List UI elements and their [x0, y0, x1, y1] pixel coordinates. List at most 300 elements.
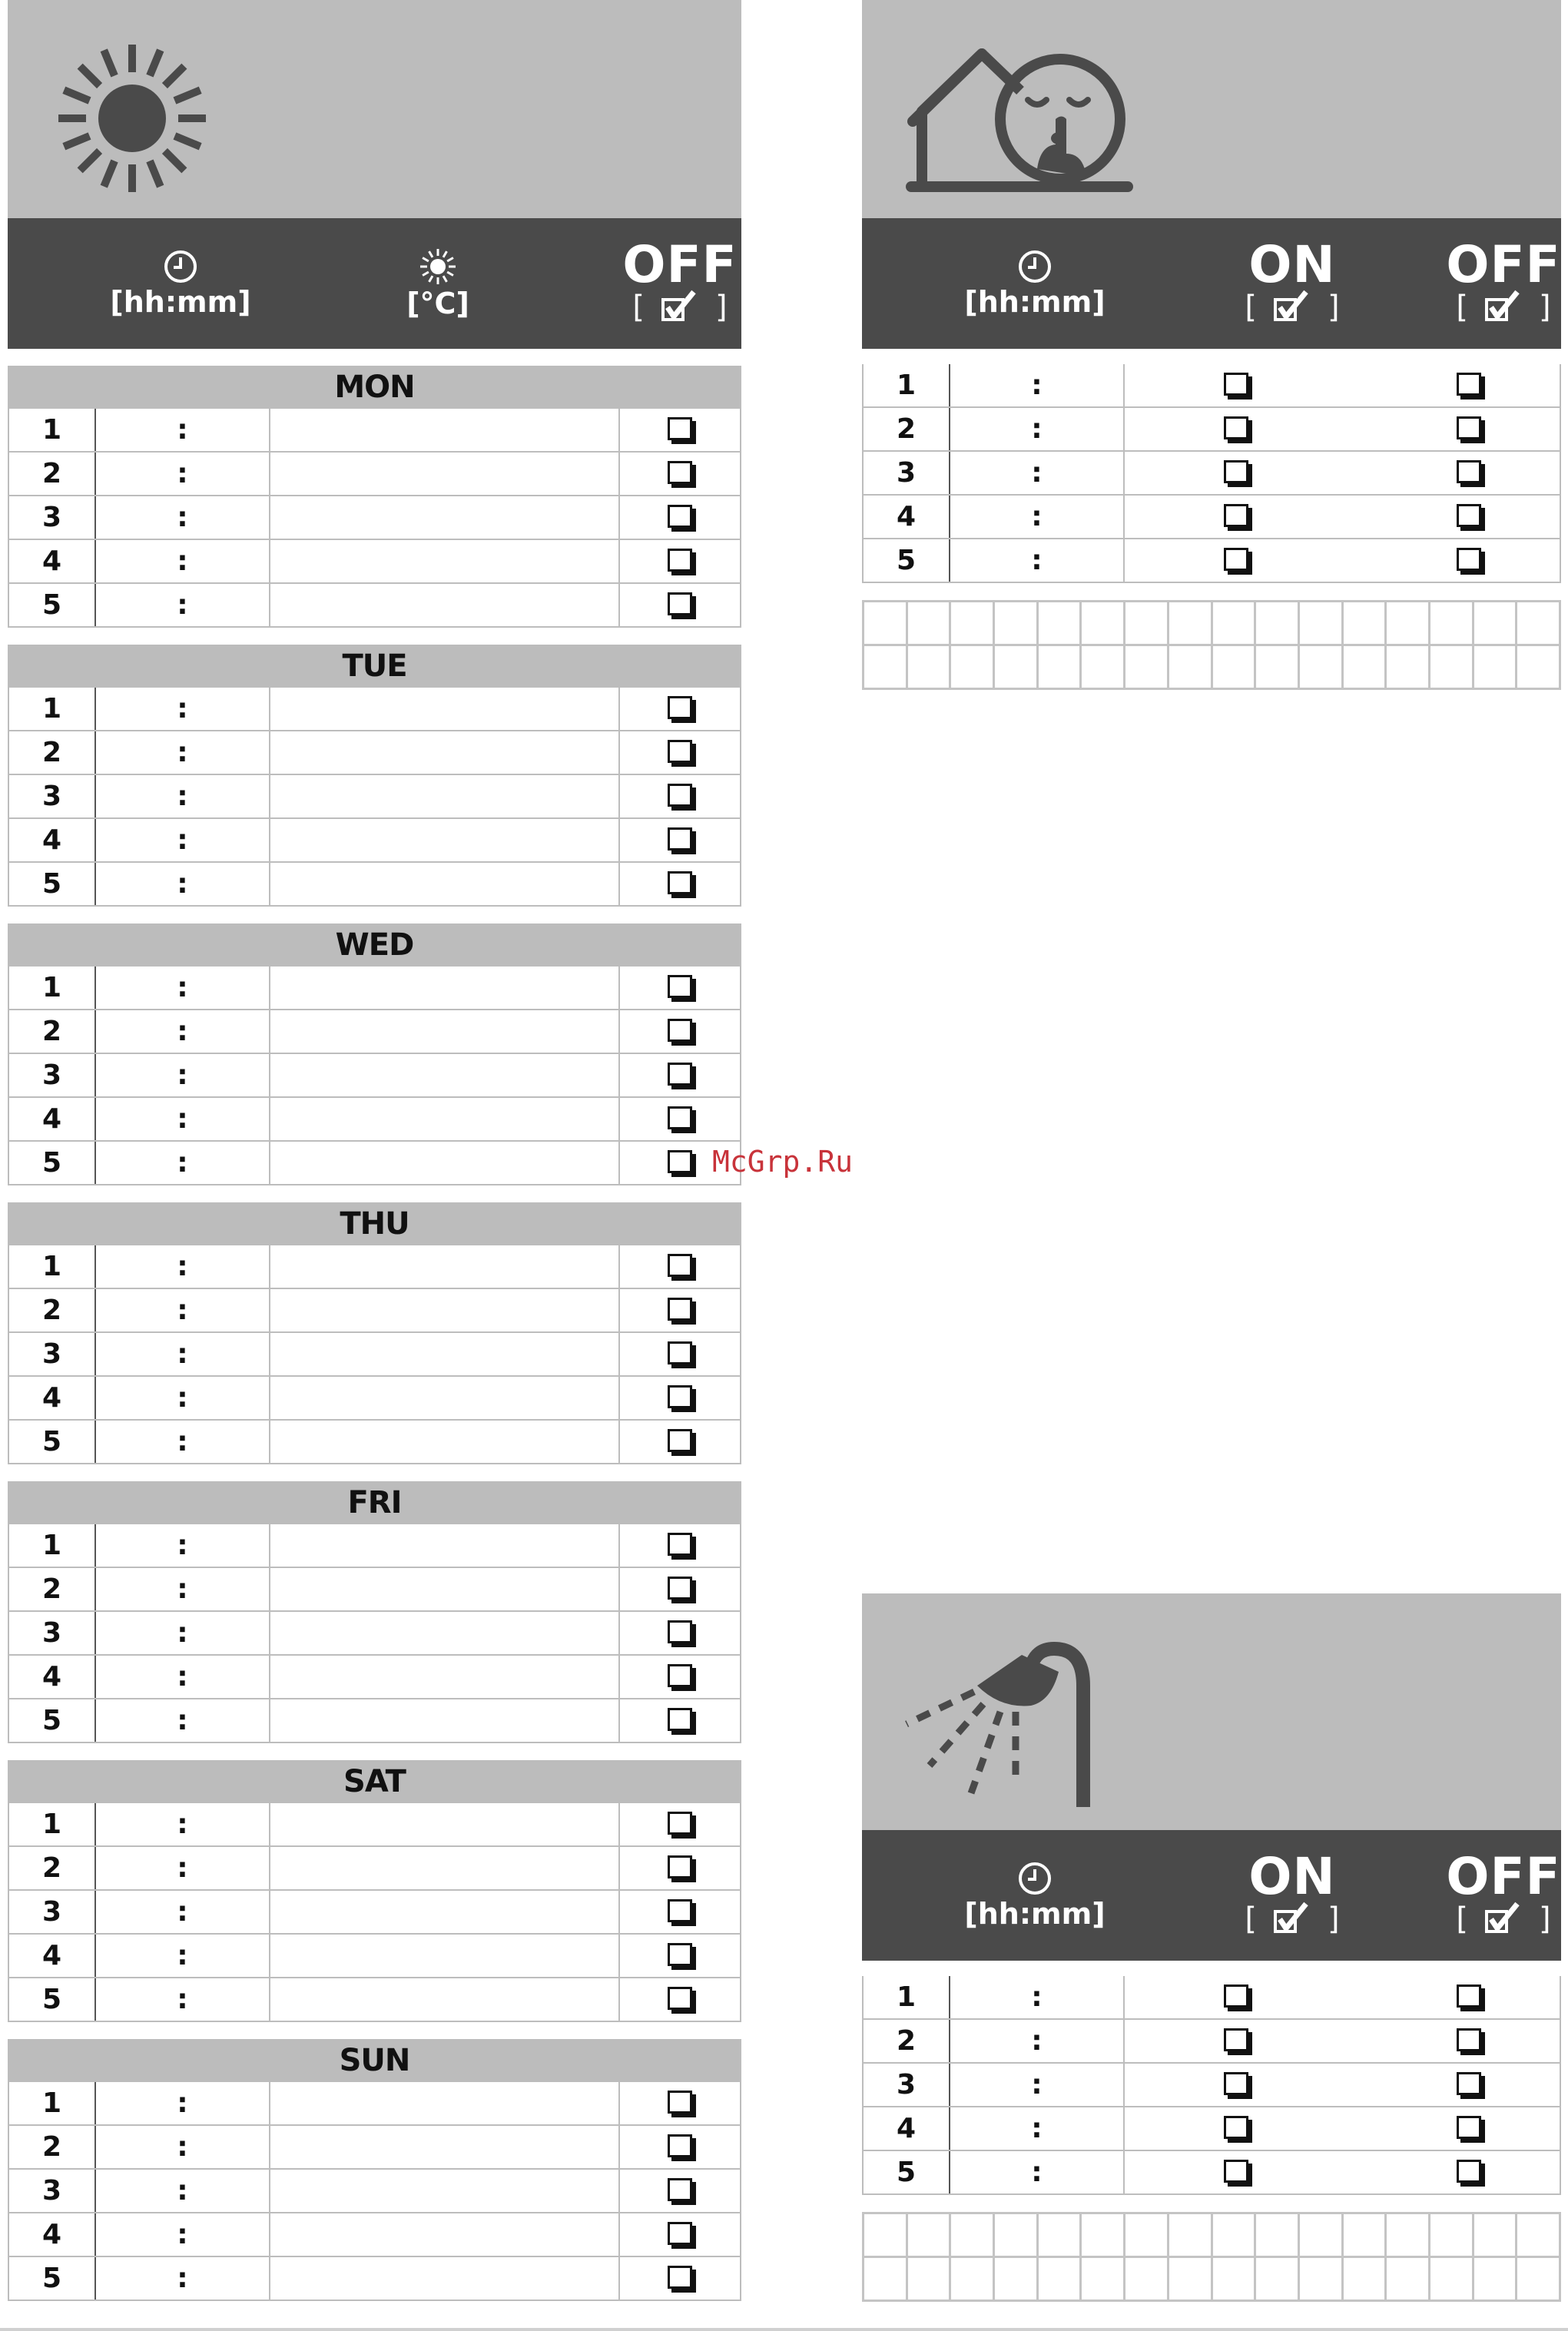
- temperature-entry-field[interactable]: [270, 1655, 619, 1699]
- off-checkbox[interactable]: [619, 1978, 740, 2021]
- time-entry-field[interactable]: :: [95, 1097, 270, 1141]
- time-entry-field[interactable]: :: [95, 1245, 270, 1288]
- notes-cell[interactable]: [1168, 2257, 1212, 2301]
- time-entry-field[interactable]: :: [95, 583, 270, 627]
- row-number: 1: [864, 1976, 950, 2019]
- notes-cell[interactable]: [1473, 2213, 1517, 2257]
- off-checkbox[interactable]: [619, 1097, 740, 1141]
- time-entry-field[interactable]: :: [95, 1288, 270, 1332]
- time-entry-field[interactable]: :: [95, 1846, 270, 1890]
- notes-cell[interactable]: [994, 645, 1038, 689]
- notes-cell[interactable]: [864, 2213, 907, 2257]
- notes-cell[interactable]: [907, 602, 950, 645]
- notes-cell[interactable]: [994, 2257, 1038, 2301]
- time-entry-field[interactable]: :: [95, 1611, 270, 1655]
- time-entry-field[interactable]: :: [95, 862, 270, 906]
- row-number: 2: [864, 2019, 950, 2063]
- temperature-entry-field[interactable]: [270, 1890, 619, 1934]
- row-number: 5: [9, 2256, 95, 2300]
- temperature-entry-field[interactable]: [270, 1053, 619, 1097]
- row-number: 4: [9, 1655, 95, 1699]
- row-number: 2: [864, 407, 950, 451]
- notes-cell[interactable]: [1168, 645, 1212, 689]
- table-row: [9, 2256, 740, 2300]
- temperature-entry-field[interactable]: [270, 1699, 619, 1742]
- notes-cell[interactable]: [1212, 602, 1255, 645]
- off-checkbox[interactable]: [619, 496, 740, 539]
- temperature-entry-field[interactable]: [270, 1097, 619, 1141]
- off-checkbox[interactable]: [619, 2125, 740, 2169]
- off-checkbox[interactable]: [619, 583, 740, 627]
- time-entry-field[interactable]: :: [950, 539, 1124, 582]
- notes-cell[interactable]: [1298, 2257, 1342, 2301]
- sun-small-icon: [418, 247, 458, 287]
- checkbox-icon: [668, 1063, 692, 1086]
- time-entry-field[interactable]: :: [95, 1699, 270, 1742]
- temperature-entry-field[interactable]: [270, 2213, 619, 2256]
- row-number: 5: [9, 1978, 95, 2021]
- notes-cell[interactable]: [1473, 602, 1517, 645]
- notes-cell[interactable]: [1429, 2257, 1473, 2301]
- temperature-entry-field[interactable]: [270, 409, 619, 452]
- time-entry-field[interactable]: :: [950, 2063, 1124, 2107]
- off-checkbox[interactable]: [619, 1655, 740, 1699]
- notes-cell[interactable]: [1342, 602, 1386, 645]
- checkbox-icon: [1224, 2072, 1248, 2095]
- notes-cell[interactable]: [1429, 2213, 1473, 2257]
- off-checkbox[interactable]: [619, 862, 740, 906]
- checkbox-icon: [1457, 2072, 1481, 2095]
- day-block-sun: [8, 2039, 741, 2301]
- off-checkbox[interactable]: [619, 818, 740, 862]
- off-checkbox[interactable]: [619, 1053, 740, 1097]
- time-entry-field[interactable]: :: [95, 1524, 270, 1567]
- temperature-entry-field[interactable]: [270, 1803, 619, 1846]
- notes-cell[interactable]: [1125, 2213, 1169, 2257]
- temperature-entry-field[interactable]: [270, 1611, 619, 1655]
- off-checkbox[interactable]: [619, 2213, 740, 2256]
- table-row: [9, 1934, 740, 1978]
- time-entry-field[interactable]: :: [95, 1803, 270, 1846]
- off-checkbox[interactable]: [1347, 539, 1560, 582]
- checkbox-icon: [1457, 2028, 1481, 2051]
- time-unit-label: [hh:mm]: [964, 285, 1106, 319]
- temperature-entry-field[interactable]: [270, 452, 619, 496]
- off-checkbox[interactable]: [619, 1010, 740, 1053]
- notes-cell[interactable]: [950, 602, 994, 645]
- time-entry-field[interactable]: :: [95, 409, 270, 452]
- off-checkbox[interactable]: [619, 1699, 740, 1742]
- time-entry-field[interactable]: :: [95, 496, 270, 539]
- table-row: [9, 452, 740, 496]
- notes-cell[interactable]: [1212, 645, 1255, 689]
- checkbox-icon: [668, 417, 692, 440]
- table-row: [9, 731, 740, 774]
- notes-row: [864, 2213, 1560, 2257]
- table-row: [9, 496, 740, 539]
- off-checkbox[interactable]: [1347, 1976, 1560, 2019]
- off-checkbox[interactable]: [619, 1420, 740, 1464]
- time-entry-field[interactable]: :: [95, 1141, 270, 1185]
- temperature-entry-field[interactable]: [270, 1978, 619, 2021]
- notes-cell[interactable]: [1037, 645, 1081, 689]
- temperature-entry-field[interactable]: [270, 583, 619, 627]
- temperature-entry-field[interactable]: [270, 1141, 619, 1185]
- off-checkbox[interactable]: [1347, 451, 1560, 495]
- temperature-entry-field[interactable]: [270, 1567, 619, 1611]
- off-checkbox[interactable]: [619, 1803, 740, 1846]
- time-column-header: [946, 218, 1123, 349]
- notes-cell[interactable]: [1517, 645, 1560, 689]
- temperature-entry-field[interactable]: [270, 2256, 619, 2300]
- time-entry-field[interactable]: :: [95, 1376, 270, 1420]
- notes-cell[interactable]: [1517, 2257, 1560, 2301]
- table-row: [9, 688, 740, 731]
- time-entry-field[interactable]: :: [95, 688, 270, 731]
- time-entry-field[interactable]: :: [95, 1420, 270, 1464]
- off-checkbox[interactable]: [619, 2256, 740, 2300]
- time-column-header: [92, 218, 269, 349]
- checkbox-icon: [668, 2222, 692, 2245]
- notes-cell[interactable]: [1255, 645, 1299, 689]
- day-heading: SAT: [9, 1760, 740, 1803]
- time-entry-field[interactable]: :: [950, 1976, 1124, 2019]
- temperature-column-header: [361, 218, 515, 349]
- notes-cell[interactable]: [1168, 602, 1212, 645]
- time-entry-field[interactable]: :: [95, 452, 270, 496]
- off-checkbox[interactable]: [619, 774, 740, 818]
- notes-cell[interactable]: [1255, 2257, 1299, 2301]
- row-number: 1: [9, 967, 95, 1010]
- checkbox-icon: [1457, 460, 1481, 483]
- notes-cell[interactable]: [1342, 645, 1386, 689]
- notes-cell[interactable]: [1298, 602, 1342, 645]
- notes-cell[interactable]: [1037, 2213, 1081, 2257]
- day-block-wed: [8, 923, 741, 1185]
- day-block-thu: [8, 1202, 741, 1464]
- notes-cell[interactable]: [1298, 645, 1342, 689]
- off-checkbox[interactable]: [1347, 495, 1560, 539]
- time-entry-field[interactable]: :: [950, 2150, 1124, 2194]
- row-number: 2: [9, 2125, 95, 2169]
- day-block-mon: [8, 366, 741, 628]
- checkmark-icon: [1271, 1901, 1314, 1938]
- off-checkbox[interactable]: [619, 731, 740, 774]
- off-checkbox[interactable]: [619, 409, 740, 452]
- temperature-entry-field[interactable]: [270, 496, 619, 539]
- notes-cell[interactable]: [1125, 2257, 1169, 2301]
- temperature-entry-field[interactable]: [270, 818, 619, 862]
- notes-cell[interactable]: [1473, 645, 1517, 689]
- checkbox-icon: [668, 827, 692, 850]
- off-checkbox[interactable]: [619, 688, 740, 731]
- on-checkbox[interactable]: [1124, 495, 1347, 539]
- row-number: 4: [9, 1376, 95, 1420]
- checkbox-icon: [668, 1429, 692, 1452]
- row-number: 3: [864, 451, 950, 495]
- on-checkbox[interactable]: [1124, 2063, 1347, 2107]
- checkbox-icon: [668, 696, 692, 719]
- checkbox-icon: [668, 1664, 692, 1687]
- notes-cell[interactable]: [1037, 602, 1081, 645]
- off-checkbox[interactable]: [619, 2169, 740, 2213]
- off-checkbox[interactable]: [619, 1245, 740, 1288]
- checkbox-icon: [668, 1106, 692, 1129]
- notes-cell[interactable]: [1517, 602, 1560, 645]
- notes-cell[interactable]: [1081, 602, 1125, 645]
- checkbox-icon: [668, 784, 692, 807]
- table-row: [9, 1655, 740, 1699]
- notes-cell[interactable]: [907, 645, 950, 689]
- off-checkbox[interactable]: [1347, 2019, 1560, 2063]
- notes-cell[interactable]: [1125, 645, 1169, 689]
- time-entry-field[interactable]: :: [950, 2107, 1124, 2150]
- temperature-entry-field[interactable]: [270, 731, 619, 774]
- notes-cell[interactable]: [1342, 2213, 1386, 2257]
- time-entry-field[interactable]: :: [950, 364, 1124, 407]
- on-checkbox[interactable]: [1124, 451, 1347, 495]
- time-entry-field[interactable]: :: [95, 2169, 270, 2213]
- temperature-entry-field[interactable]: [270, 1010, 619, 1053]
- time-entry-field[interactable]: :: [95, 1978, 270, 2021]
- heating-icon-band: [8, 0, 741, 218]
- time-entry-field[interactable]: :: [95, 2082, 270, 2125]
- notes-cell[interactable]: [950, 2257, 994, 2301]
- off-label: OFF: [1446, 1847, 1561, 1906]
- notes-cell[interactable]: [1125, 602, 1169, 645]
- time-entry-field[interactable]: :: [95, 1010, 270, 1053]
- row-number: 3: [9, 496, 95, 539]
- time-entry-field[interactable]: :: [95, 539, 270, 583]
- notes-cell[interactable]: [1081, 645, 1125, 689]
- checkbox-icon: [668, 2266, 692, 2289]
- time-entry-field[interactable]: :: [95, 1655, 270, 1699]
- time-entry-field[interactable]: :: [95, 774, 270, 818]
- notes-cell[interactable]: [994, 602, 1038, 645]
- checkmark-icon: [1482, 289, 1525, 326]
- day-heading: THU: [9, 1202, 740, 1245]
- temperature-entry-field[interactable]: [270, 1376, 619, 1420]
- row-number: 5: [864, 2150, 950, 2194]
- day-heading: SUN: [9, 2039, 740, 2082]
- row-number: 3: [864, 2063, 950, 2107]
- notes-cell[interactable]: [864, 645, 907, 689]
- table-row: [9, 1890, 740, 1934]
- table-row: [9, 1567, 740, 1611]
- off-checkbox[interactable]: [619, 967, 740, 1010]
- time-entry-field[interactable]: :: [95, 1890, 270, 1934]
- off-checkbox[interactable]: [1347, 364, 1560, 407]
- quiet-mode-icon-band: [862, 0, 1561, 218]
- on-checkbox[interactable]: [1124, 407, 1347, 451]
- day-heading: WED: [9, 923, 740, 967]
- notes-cell[interactable]: [1212, 2257, 1255, 2301]
- time-entry-field[interactable]: :: [950, 2019, 1124, 2063]
- checkbox-icon: [1224, 2116, 1248, 2139]
- table-row: [864, 539, 1560, 582]
- day-block-sat: [8, 1760, 741, 2022]
- notes-cell[interactable]: [1342, 2257, 1386, 2301]
- table-row: [9, 2082, 740, 2125]
- on-checkbox[interactable]: [1124, 1976, 1347, 2019]
- table-row: [864, 451, 1560, 495]
- checkmark-icon: [1482, 1901, 1525, 1938]
- off-checkbox[interactable]: [619, 1332, 740, 1376]
- temperature-entry-field[interactable]: [270, 2082, 619, 2125]
- temperature-entry-field[interactable]: [270, 967, 619, 1010]
- checkbox-icon: [1457, 548, 1481, 571]
- row-number: 5: [9, 1699, 95, 1742]
- off-checkbox[interactable]: [619, 1524, 740, 1567]
- notes-cell[interactable]: [1386, 645, 1430, 689]
- off-checkbox[interactable]: [619, 452, 740, 496]
- notes-cell[interactable]: [907, 2257, 950, 2301]
- page-bottom-rule: [0, 2328, 1568, 2331]
- off-checkbox[interactable]: [1347, 407, 1560, 451]
- notes-cell[interactable]: [1168, 2213, 1212, 2257]
- notes-cell[interactable]: [864, 2257, 907, 2301]
- notes-cell[interactable]: [1517, 2213, 1560, 2257]
- notes-cell[interactable]: [1473, 2257, 1517, 2301]
- table-row: [9, 1803, 740, 1846]
- table-row: [9, 1420, 740, 1464]
- table-row: [864, 2019, 1560, 2063]
- temperature-entry-field[interactable]: [270, 688, 619, 731]
- temperature-entry-field[interactable]: [270, 774, 619, 818]
- table-row: [9, 774, 740, 818]
- notes-cell[interactable]: [1386, 2213, 1430, 2257]
- off-checkbox[interactable]: [1347, 2063, 1560, 2107]
- checkbox-icon: [668, 1298, 692, 1321]
- off-checkbox[interactable]: [619, 1288, 740, 1332]
- off-checkbox[interactable]: [619, 539, 740, 583]
- on-checkbox[interactable]: [1124, 364, 1347, 407]
- temperature-entry-field[interactable]: [270, 1332, 619, 1376]
- on-checkbox[interactable]: [1124, 539, 1347, 582]
- table-row: [9, 1053, 740, 1097]
- checkbox-icon: [668, 592, 692, 615]
- table-row: [864, 1976, 1560, 2019]
- time-entry-field[interactable]: :: [95, 1053, 270, 1097]
- notes-cell[interactable]: [907, 2213, 950, 2257]
- temperature-entry-field[interactable]: [270, 862, 619, 906]
- row-number: 4: [864, 495, 950, 539]
- temperature-entry-field[interactable]: [270, 2169, 619, 2213]
- time-entry-field[interactable]: :: [95, 2256, 270, 2300]
- on-checkbox[interactable]: [1124, 2107, 1347, 2150]
- row-number: 1: [9, 1524, 95, 1567]
- off-checkbox[interactable]: [619, 1376, 740, 1420]
- temperature-entry-field[interactable]: [270, 539, 619, 583]
- checkbox-icon: [1224, 1984, 1248, 2008]
- checkbox-icon: [1457, 2160, 1481, 2183]
- notes-cell[interactable]: [1081, 2213, 1125, 2257]
- table-row: [9, 967, 740, 1010]
- notes-cell[interactable]: [864, 602, 907, 645]
- time-entry-field[interactable]: :: [950, 495, 1124, 539]
- on-checkbox[interactable]: [1124, 2019, 1347, 2063]
- off-checkbox[interactable]: [619, 1934, 740, 1978]
- checkmark-icon: [1271, 289, 1314, 326]
- notes-cell[interactable]: [1386, 2257, 1430, 2301]
- temperature-entry-field[interactable]: [270, 2125, 619, 2169]
- notes-cell[interactable]: [1212, 2213, 1255, 2257]
- notes-cell[interactable]: [994, 2213, 1038, 2257]
- off-checkbox[interactable]: [1347, 2150, 1560, 2194]
- table-row: [9, 1141, 740, 1185]
- checkbox-icon: [668, 1019, 692, 1042]
- time-entry-field[interactable]: :: [95, 2213, 270, 2256]
- off-label: OFF: [1446, 235, 1561, 294]
- day-block-tue: [8, 645, 741, 907]
- on-column-header: ON [ ]: [1245, 1847, 1340, 1937]
- row-number: 2: [9, 731, 95, 774]
- temperature-entry-field[interactable]: [270, 1245, 619, 1288]
- clock-icon: [162, 248, 199, 285]
- time-entry-field[interactable]: :: [95, 967, 270, 1010]
- row-number: 1: [9, 2082, 95, 2125]
- notes-cell[interactable]: [950, 2213, 994, 2257]
- time-entry-field[interactable]: :: [950, 451, 1124, 495]
- notes-cell[interactable]: [1429, 645, 1473, 689]
- time-entry-field[interactable]: :: [95, 1567, 270, 1611]
- table-row: [864, 2063, 1560, 2107]
- notes-cell[interactable]: [1386, 602, 1430, 645]
- notes-cell[interactable]: [1255, 602, 1299, 645]
- notes-cell[interactable]: [1081, 2257, 1125, 2301]
- table-row: [9, 1010, 740, 1053]
- hot-water-panel: [862, 1593, 1561, 2302]
- notes-cell[interactable]: [1255, 2213, 1299, 2257]
- checkbox-icon: [1224, 416, 1248, 439]
- notes-cell[interactable]: [1037, 2257, 1081, 2301]
- time-entry-field[interactable]: :: [95, 2125, 270, 2169]
- time-entry-field[interactable]: :: [950, 407, 1124, 451]
- temperature-entry-field[interactable]: [270, 1934, 619, 1978]
- time-entry-field[interactable]: :: [95, 731, 270, 774]
- off-checkbox[interactable]: [619, 2082, 740, 2125]
- notes-cell[interactable]: [1429, 602, 1473, 645]
- checkbox-icon: [1224, 504, 1248, 527]
- temperature-entry-field[interactable]: [270, 1524, 619, 1567]
- off-column-header: OFF [ ]: [1446, 235, 1561, 325]
- temperature-entry-field[interactable]: [270, 1846, 619, 1890]
- off-checkbox[interactable]: [619, 1890, 740, 1934]
- time-entry-field[interactable]: :: [95, 1332, 270, 1376]
- checkbox-icon: [668, 1708, 692, 1731]
- checkbox-icon: [668, 1855, 692, 1878]
- table-row: [9, 1846, 740, 1890]
- row-number: 2: [9, 1288, 95, 1332]
- time-entry-field[interactable]: :: [95, 1934, 270, 1978]
- off-checkbox[interactable]: [1347, 2107, 1560, 2150]
- table-row: [9, 583, 740, 627]
- on-checkbox[interactable]: [1124, 2150, 1347, 2194]
- notes-cell[interactable]: [1298, 2213, 1342, 2257]
- temperature-entry-field[interactable]: [270, 1288, 619, 1332]
- notes-cell[interactable]: [950, 645, 994, 689]
- off-checkbox[interactable]: [619, 1846, 740, 1890]
- row-number: 4: [9, 818, 95, 862]
- off-checkbox[interactable]: [619, 1567, 740, 1611]
- table-row: [9, 1288, 740, 1332]
- off-checkbox[interactable]: [619, 1611, 740, 1655]
- hot-water-notes-grid: [862, 2212, 1561, 2302]
- temperature-entry-field[interactable]: [270, 1420, 619, 1464]
- table-row: [9, 862, 740, 906]
- time-unit-label: [hh:mm]: [110, 285, 251, 319]
- time-entry-field[interactable]: :: [95, 818, 270, 862]
